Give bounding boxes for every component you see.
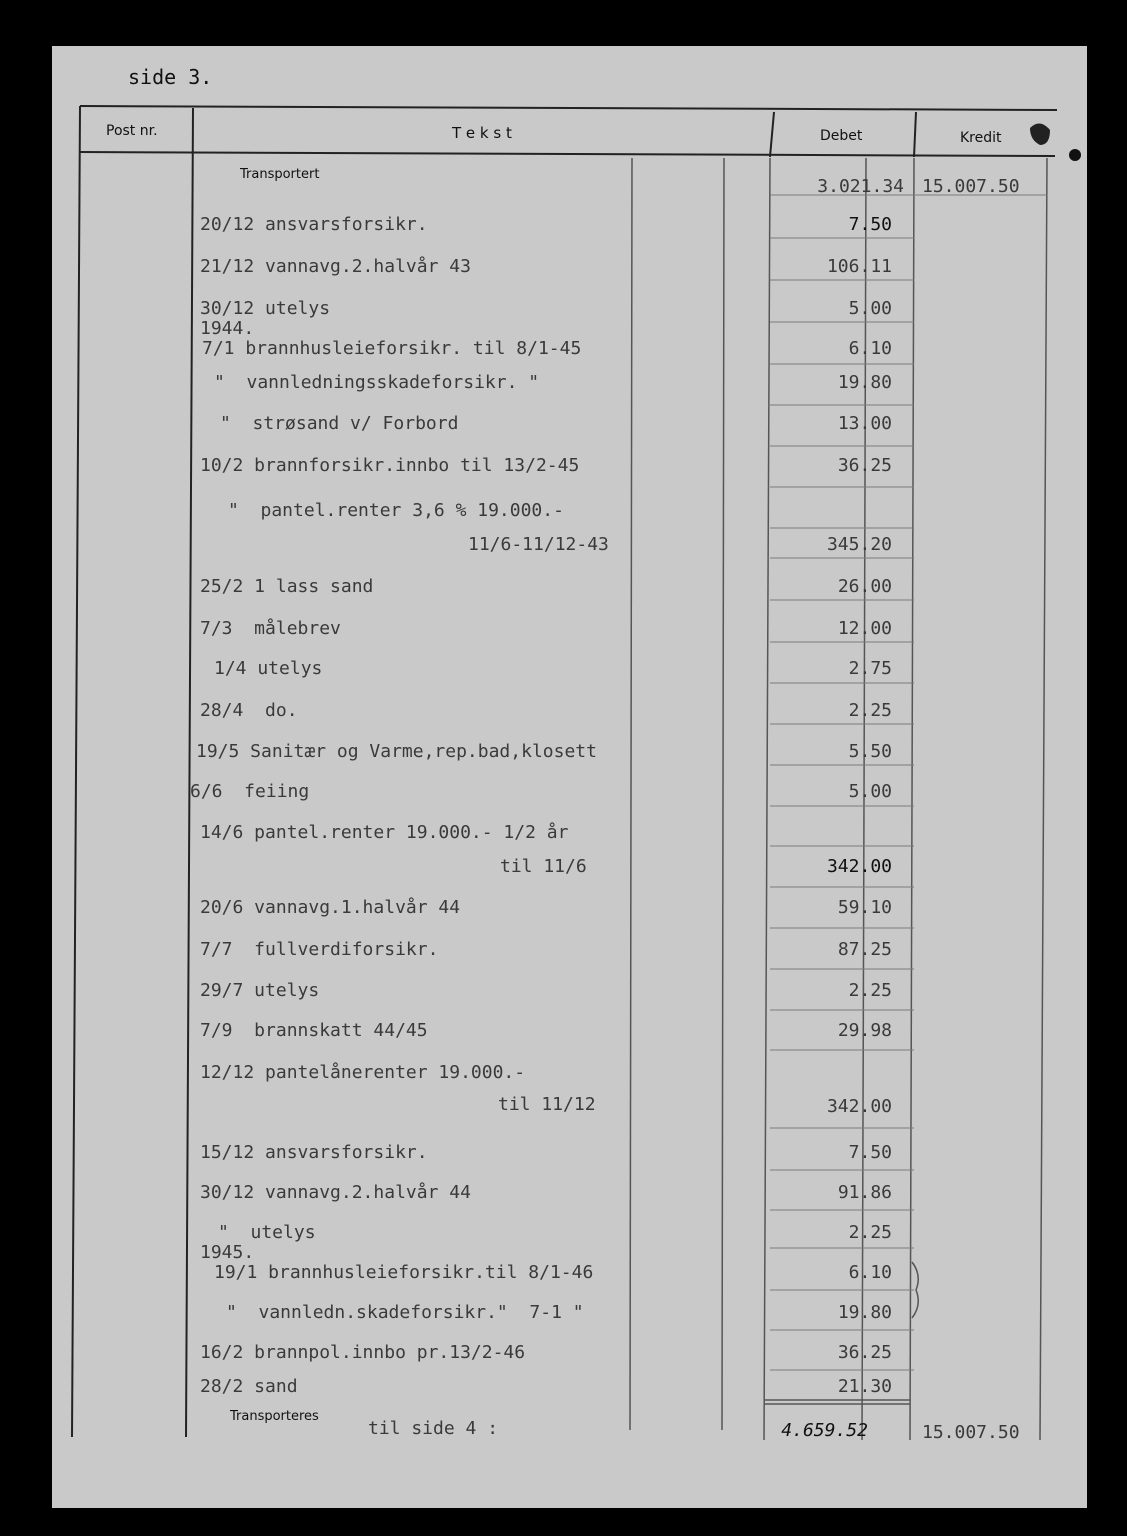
page-label: side 3. bbox=[128, 65, 213, 89]
entry-amount: 345.20 bbox=[826, 534, 892, 555]
year-label: 1944. bbox=[200, 318, 255, 339]
entry-text: 7/1 brannhusleieforsikr. til 8/1-45 bbox=[202, 338, 582, 359]
entry-amount: 7.50 bbox=[848, 214, 892, 235]
entry-amount: 26.00 bbox=[837, 576, 892, 597]
entry-amount: 36.25 bbox=[837, 455, 892, 476]
entry-amount: 2.25 bbox=[848, 700, 892, 721]
opening-kredit: 15.007.50 bbox=[922, 176, 1020, 197]
entry-amount: 6.10 bbox=[848, 1262, 892, 1283]
header-post-nr: Post nr. bbox=[106, 123, 158, 139]
footer-debet: 4.659.52 bbox=[781, 1420, 868, 1441]
entry-text: 20/6 vannavg.1.halvår 44 bbox=[200, 897, 461, 918]
year-label: 1945. bbox=[200, 1242, 255, 1263]
entry-text: 7/9 brannskatt 44/45 bbox=[200, 1020, 428, 1041]
header-debet: Debet bbox=[820, 128, 863, 144]
entry-amount: 59.10 bbox=[837, 897, 892, 918]
transportert-label: Transportert bbox=[240, 167, 320, 182]
entry-amount: 5.00 bbox=[848, 298, 892, 319]
entry-text: 25/2 1 lass sand bbox=[200, 576, 374, 597]
entry-text: " pantel.renter 3,6 % 19.000.- bbox=[228, 500, 564, 521]
entry-text: 14/6 pantel.renter 19.000.- 1/2 år bbox=[200, 822, 569, 843]
transporteres-label: Transporteres bbox=[230, 1409, 319, 1424]
entry-text: 30/12 vannavg.2.halvår 44 bbox=[200, 1182, 471, 1203]
entry-text: 30/12 utelys bbox=[200, 298, 331, 319]
entry-amount: 7.50 bbox=[848, 1142, 892, 1163]
entry-text: til 11/6 bbox=[500, 856, 587, 877]
entry-amount: 5.00 bbox=[848, 781, 892, 802]
entry-text: 6/6 feiing bbox=[190, 781, 310, 802]
entry-amount: 13.00 bbox=[837, 413, 892, 434]
footer-text: til side 4 : bbox=[368, 1418, 499, 1439]
footer-kredit: 15.007.50 bbox=[922, 1422, 1020, 1443]
entry-text: 10/2 brannforsikr.innbo til 13/2-45 bbox=[200, 455, 580, 476]
entry-amount: 2.25 bbox=[848, 1222, 892, 1243]
entry-text: til 11/12 bbox=[498, 1094, 596, 1115]
entry-text: 11/6-11/12-43 bbox=[468, 534, 609, 555]
entry-text: 7/3 målebrev bbox=[200, 618, 341, 639]
entry-amount: 36.25 bbox=[837, 1342, 892, 1363]
entry-amount: 12.00 bbox=[837, 618, 892, 639]
entry-amount: 106.11 bbox=[826, 256, 892, 277]
entry-amount: 2.75 bbox=[848, 658, 892, 679]
entry-amount: 19.80 bbox=[837, 372, 892, 393]
entry-text: 28/2 sand bbox=[200, 1376, 298, 1397]
entry-text: " strøsand v/ Forbord bbox=[220, 413, 459, 434]
entry-text: 28/4 do. bbox=[200, 700, 298, 721]
entry-text: 20/12 ansvarsforsikr. bbox=[200, 214, 428, 235]
entry-amount: 29.98 bbox=[837, 1020, 892, 1041]
opening-debet: 3.021.34 bbox=[817, 176, 904, 197]
entry-amount: 5.50 bbox=[848, 741, 892, 762]
entry-amount: 21.30 bbox=[837, 1376, 892, 1397]
header-kredit: Kredit bbox=[960, 130, 1002, 146]
entry-text: 1/4 utelys bbox=[214, 658, 323, 679]
entry-amount: 342.00 bbox=[826, 1096, 892, 1117]
entry-text: 15/12 ansvarsforsikr. bbox=[200, 1142, 428, 1163]
entry-text: 12/12 pantelånerenter 19.000.- bbox=[200, 1062, 526, 1083]
entry-amount: 19.80 bbox=[837, 1302, 892, 1323]
entry-text: " vannledningsskadeforsikr. " bbox=[214, 372, 540, 393]
entry-amount: 91.86 bbox=[837, 1182, 892, 1203]
entry-text: 7/7 fullverdiforsikr. bbox=[200, 939, 439, 960]
entry-text: " utelys bbox=[218, 1222, 316, 1243]
entry-amount: 2.25 bbox=[848, 980, 892, 1001]
entry-text: " vannledn.skadeforsikr." 7-1 " bbox=[226, 1302, 584, 1323]
entry-text: 19/5 Sanitær og Varme,rep.bad,klosett bbox=[196, 741, 597, 762]
entry-text: 16/2 brannpol.innbo pr.13/2-46 bbox=[200, 1342, 526, 1363]
entry-amount: 87.25 bbox=[837, 939, 892, 960]
entry-text: 29/7 utelys bbox=[200, 980, 320, 1001]
entry-amount: 6.10 bbox=[848, 338, 892, 359]
entry-text: 19/1 brannhusleieforsikr.til 8/1-46 bbox=[214, 1262, 594, 1283]
header-tekst: T e k s t bbox=[452, 124, 512, 142]
entry-text: 21/12 vannavg.2.halvår 43 bbox=[200, 256, 471, 277]
entry-amount: 342.00 bbox=[826, 856, 892, 877]
